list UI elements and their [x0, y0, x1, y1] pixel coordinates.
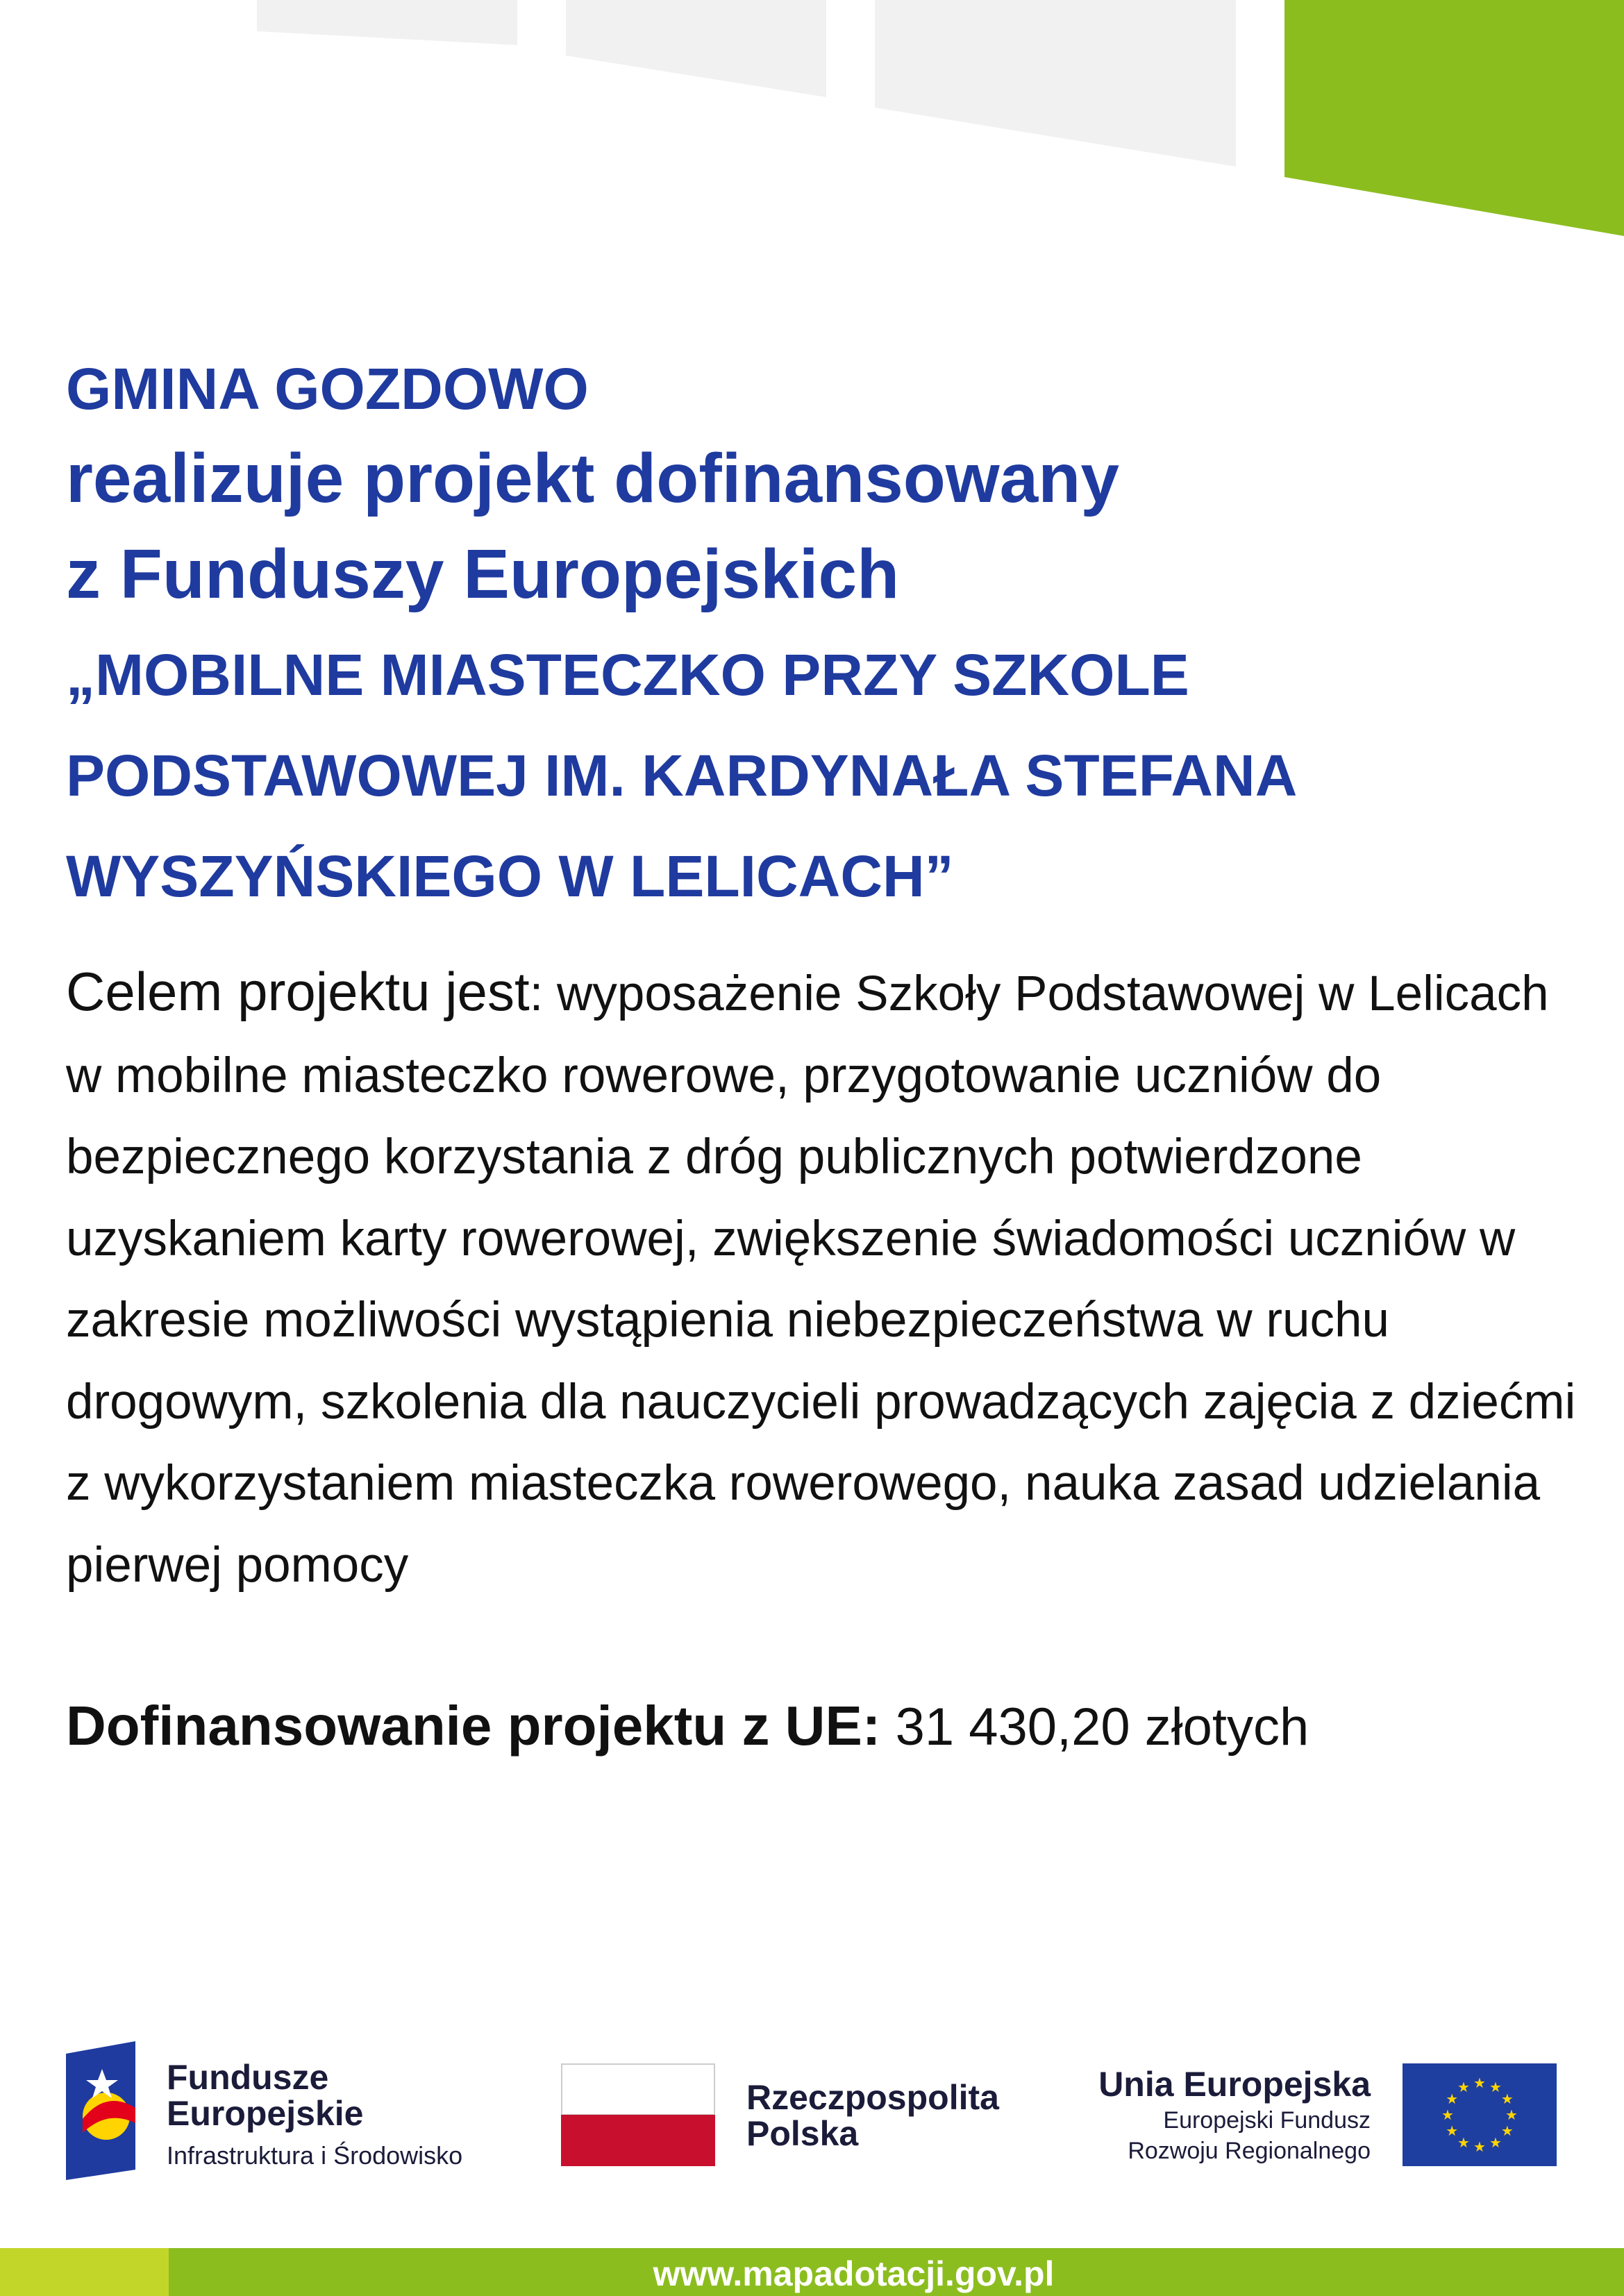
poster-header: [66, 347, 1559, 927]
eu-star-icon: ★: [1505, 2106, 1518, 2123]
eu-star-icon: ★: [1446, 2090, 1459, 2107]
eu-star-icon: ★: [1489, 2079, 1502, 2096]
description-lead: Celem projektu jest: [66, 961, 530, 1022]
deco-gray-shape-1: [257, 0, 517, 45]
eu-star-icon: ★: [1500, 2090, 1514, 2107]
eu-star-icon: ★: [1457, 2134, 1470, 2151]
deco-gray-shape-3: [875, 0, 1236, 167]
eu-star-icon: ★: [1473, 2138, 1486, 2155]
project-intro-line2: z Funduszy Europejskich: [66, 535, 900, 613]
eu-star-icon: ★: [1457, 2079, 1470, 2096]
rp-line2: Polska: [746, 2114, 859, 2153]
eu-star-icon: ★: [1473, 2075, 1486, 2091]
description-text: : wyposażenie Szkoły Podstawowej w Lelicach w mobilne miasteczko rowerowe, przygotowanie uczniów do bezpiecznego korzystania z dróg publicznych potwierdzone uzyskaniem karty rowerowej, zwiększenie świadomości uczniów w zakresie możliwości wystąpienia niebezpieczeństwa w ruchu drogowym, szkolenia dla nauczycieli prowadzących zajęcia z dziećmi z wykorzystaniem miasteczka rowerowego, nauka zasad udzielania pierwej pomocy: [66, 966, 1576, 1593]
fe-line2: Europejskie: [167, 2094, 364, 2133]
footer-url: www.mapadotacji.gov.pl: [653, 2254, 1055, 2293]
project-title-line3: WYSZYŃSKIEGO W LELICACH”: [66, 844, 954, 909]
project-title-line1: „MOBILNE MIASTECZKO PRZY SZKOLE: [66, 642, 1189, 707]
polish-flag-icon: [561, 2063, 715, 2166]
eu-flag-icon: [1403, 2063, 1557, 2166]
rp-line1: Rzeczpospolita: [746, 2078, 999, 2117]
fe-line1: Fundusze: [167, 2058, 329, 2097]
fundusze-europejskie-text: [167, 2059, 462, 2180]
project-description: [66, 951, 1580, 1606]
funding-label: Dofinansowanie projektu z UE:: [66, 1695, 881, 1757]
project-intro-line1: realizuje projekt dofinansowany: [66, 439, 1119, 517]
deco-green-shape: [1284, 0, 1624, 236]
funding-amount: 31 430,20 złotych: [895, 1698, 1309, 1757]
municipality-name: GMINA GOZDOWO: [66, 356, 589, 421]
unia-europejska-text: [1098, 2063, 1371, 2166]
ue-sub1: Europejski Fundusz: [1163, 2107, 1371, 2134]
eu-star-icon: ★: [1489, 2134, 1502, 2151]
eu-star-icon: ★: [1446, 2122, 1459, 2139]
eu-star-icon: ★: [1500, 2122, 1514, 2139]
ue-sub2: Rozwoju Regionalnego: [1128, 2138, 1371, 2164]
rzeczpospolita-polska-text: [746, 2079, 999, 2152]
funding-info: [66, 1694, 1593, 1758]
ue-title: Unia Europejska: [1098, 2065, 1371, 2104]
deco-gray-shape-2: [566, 0, 826, 97]
top-decoration: [0, 0, 1624, 250]
project-title-line2: PODSTAWOWEJ IM. KARDYNAŁA STEFANA: [66, 743, 1298, 808]
project-title: [66, 625, 1559, 927]
fundusze-europejskie-logo: [66, 2041, 139, 2180]
eu-star-icon: ★: [1441, 2106, 1454, 2123]
footer-bar: [0, 2248, 1624, 2296]
fe-line3: Infrastruktura i Środowisko: [167, 2141, 463, 2170]
